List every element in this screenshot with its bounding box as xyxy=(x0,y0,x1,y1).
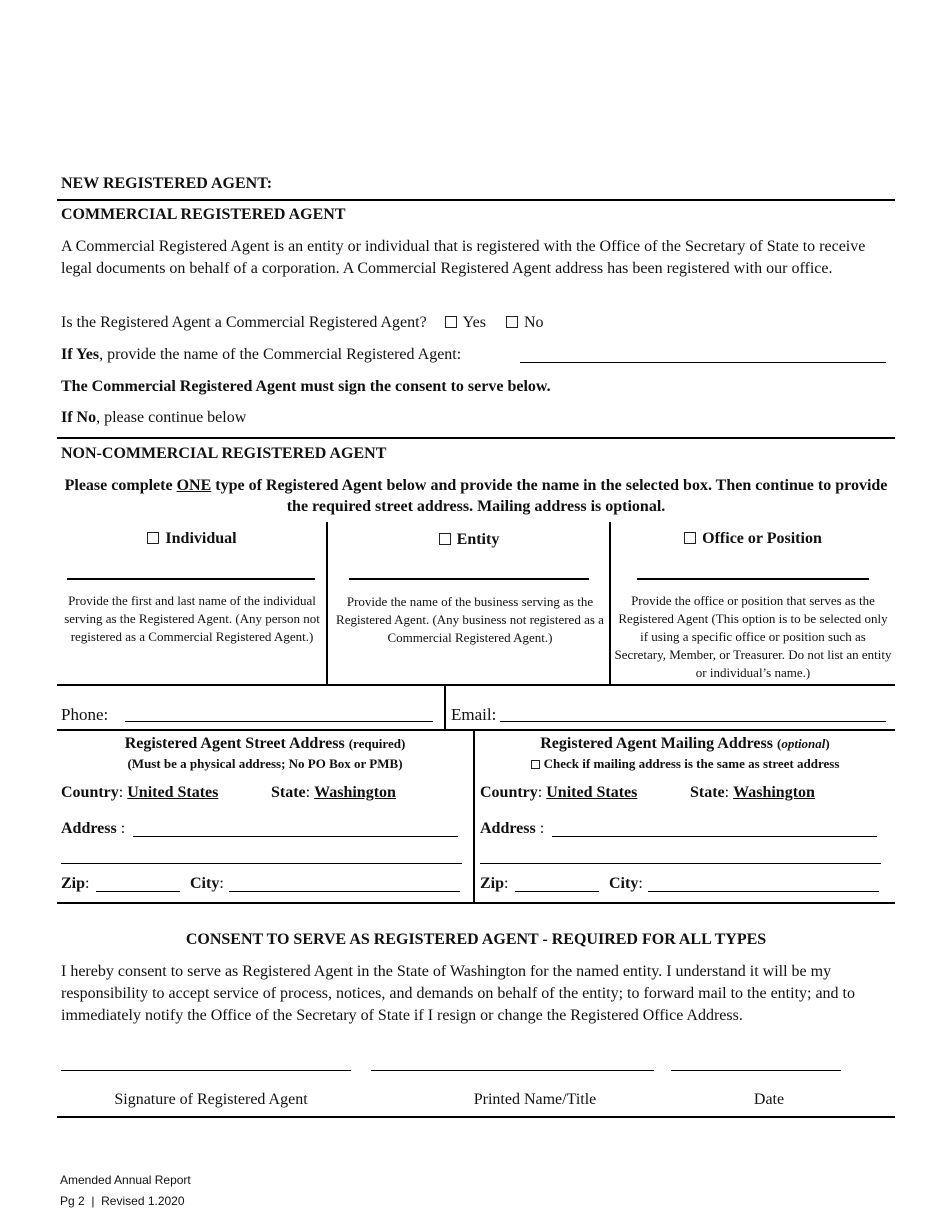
commercial-question-row xyxy=(61,314,544,332)
must-sign-note: The Commercial Registered Agent must sign the consent to serve below. xyxy=(61,378,551,395)
checkbox-icon xyxy=(684,532,696,544)
no-label: No xyxy=(523,314,544,331)
divider xyxy=(57,902,895,904)
mailing-title: Registered Agent Mailing Address xyxy=(540,735,773,752)
printed-name-label: Printed Name/Title xyxy=(473,1091,597,1108)
mailing-state-row: State: Washington xyxy=(690,784,815,801)
country-value: United States xyxy=(127,784,219,801)
option-individual[interactable] xyxy=(57,530,327,548)
mailing-address-label-row: Address : xyxy=(480,820,545,837)
no-checkbox[interactable] xyxy=(506,314,544,331)
option-individual-desc: Provide the first and last name of the individual serving as the Registered Agent. (Any person not registered as a Commercial Registered Agent.) xyxy=(64,593,320,644)
street-zip-row: Zip: xyxy=(61,875,90,892)
street-subnote: (Must be a physical address; No PO Box or PMB) xyxy=(127,756,403,771)
option-label: Entity xyxy=(456,531,500,548)
office-name-field[interactable] xyxy=(637,578,869,580)
noncommercial-instruction xyxy=(60,475,892,517)
commercial-agent-name-field[interactable] xyxy=(520,362,886,363)
if-no-bold: If No xyxy=(61,409,97,426)
option-label: Individual xyxy=(165,530,237,547)
entity-name-field[interactable] xyxy=(349,578,589,580)
mailing-city-row: City: xyxy=(609,875,643,892)
consent-heading: CONSENT TO SERVE AS REGISTERED AGENT - REQUIRED FOR ALL TYPES xyxy=(185,931,767,948)
street-address-field[interactable] xyxy=(133,836,458,837)
yes-label: Yes xyxy=(462,314,486,331)
phone-field[interactable] xyxy=(125,721,433,722)
option-entity[interactable] xyxy=(328,531,610,549)
divider xyxy=(57,437,895,439)
instruction-pre: Please complete xyxy=(64,477,177,494)
checkbox-icon xyxy=(445,316,457,328)
checkbox-icon xyxy=(506,316,518,328)
checkbox-icon xyxy=(439,533,451,545)
mailing-same-checkbox[interactable] xyxy=(475,756,895,772)
commercial-description: A Commercial Registered Agent is an entity or individual that is registered with the Office of the Secretary of State to receive legal documents on behalf of a corporation. A Commercial Registered Agent address has been registered with our office. xyxy=(61,238,866,277)
mailing-title-note: optional xyxy=(781,736,826,751)
if-yes-text: , provide the name of the Commercial Registered Agent: xyxy=(99,346,462,363)
mailing-subnote: Check if mailing address is the same as street address xyxy=(543,756,840,771)
if-yes-row xyxy=(61,346,461,364)
street-zip-field[interactable] xyxy=(96,891,180,892)
noncommercial-heading: NON-COMMERCIAL REGISTERED AGENT xyxy=(61,445,387,462)
mailing-address-line2-field[interactable] xyxy=(480,863,881,864)
date-label: Date xyxy=(753,1091,785,1108)
state-label: State xyxy=(271,784,306,801)
column-divider xyxy=(444,686,446,730)
address-label: Address xyxy=(480,820,536,837)
instruction-post: type of Registered Agent below and provide the name in the selected box. Then continue to provide the required street address. Mailing address is optional. xyxy=(211,477,888,515)
street-state-row: State: Washington xyxy=(271,784,396,801)
phone-label: Phone: xyxy=(61,705,109,724)
street-address-title xyxy=(57,735,473,753)
consent-text: I hereby consent to serve as Registered Agent in the State of Washington for the named entity. I understand it will be my responsibility to accept service of process, notices, and demands on behalf of the entity; to forward mail to the entity; and to immediately notify the Office of the Secretary of State if I resign or change the Registered Office Address. xyxy=(61,963,855,1024)
individual-name-field[interactable] xyxy=(67,578,315,580)
option-entity-desc: Provide the name of the business serving as the Registered Agent. (Any business not registered as a Commercial Registered Agent.) xyxy=(336,594,604,645)
if-no-text: , please continue below xyxy=(96,409,247,426)
street-city-field[interactable] xyxy=(229,891,460,892)
commercial-heading: COMMERCIAL REGISTERED AGENT xyxy=(61,206,346,223)
divider xyxy=(57,199,895,201)
divider xyxy=(57,729,895,731)
state-label: State xyxy=(690,784,725,801)
mailing-address-field[interactable] xyxy=(552,836,877,837)
mailing-zip-row: Zip: xyxy=(480,875,509,892)
country-label: Country xyxy=(480,784,538,801)
street-city-row: City: xyxy=(190,875,224,892)
if-yes-bold: If Yes xyxy=(61,346,100,363)
state-value: Washington xyxy=(733,784,815,801)
city-label: City xyxy=(609,875,639,892)
mailing-country-row: Country: United States xyxy=(480,784,638,801)
signature-field[interactable] xyxy=(61,1070,351,1071)
zip-label: Zip xyxy=(61,875,86,892)
country-value: United States xyxy=(546,784,638,801)
street-address-line2-field[interactable] xyxy=(61,863,462,864)
street-address-label-row: Address : xyxy=(61,820,126,837)
option-office[interactable] xyxy=(611,530,895,548)
street-title: Registered Agent Street Address xyxy=(124,735,345,752)
checkbox-icon xyxy=(531,760,540,769)
instruction-one: ONE xyxy=(176,477,212,494)
divider xyxy=(57,684,895,686)
option-label: Office or Position xyxy=(702,530,822,547)
mailing-address-title: Registered Agent Mailing Address (optional) xyxy=(540,735,830,752)
printed-name-field[interactable] xyxy=(371,1070,654,1071)
footer-title: Amended Annual Report xyxy=(60,1173,191,1187)
checkbox-icon xyxy=(147,532,159,544)
signature-label: Signature of Registered Agent xyxy=(114,1091,308,1108)
commercial-question: Is the Registered Agent a Commercial Registered Agent? xyxy=(61,314,427,331)
email-field[interactable] xyxy=(500,721,886,722)
email-label: Email: xyxy=(451,705,497,724)
zip-label: Zip xyxy=(480,875,505,892)
street-country-row: Country: United States xyxy=(61,784,219,801)
footer-page: Pg 2 | Revised 1.2020 xyxy=(60,1194,185,1208)
mailing-zip-field[interactable] xyxy=(515,891,599,892)
mailing-city-field[interactable] xyxy=(648,891,879,892)
state-value: Washington xyxy=(314,784,396,801)
option-office-desc: Provide the office or position that serves as the Registered Agent (This option is to be selected only if using a specific office or position such as Secretary, Member, or Treasurer. Do not list an entity or individual’s name.) xyxy=(614,593,892,680)
address-label: Address xyxy=(61,820,117,837)
street-title-note: (required) xyxy=(348,736,406,751)
divider xyxy=(57,1116,895,1118)
date-field[interactable] xyxy=(671,1070,841,1071)
if-no-row xyxy=(61,409,246,427)
new-agent-heading: NEW REGISTERED AGENT: xyxy=(61,175,273,192)
yes-checkbox[interactable] xyxy=(445,314,486,331)
city-label: City xyxy=(190,875,220,892)
country-label: Country xyxy=(61,784,119,801)
